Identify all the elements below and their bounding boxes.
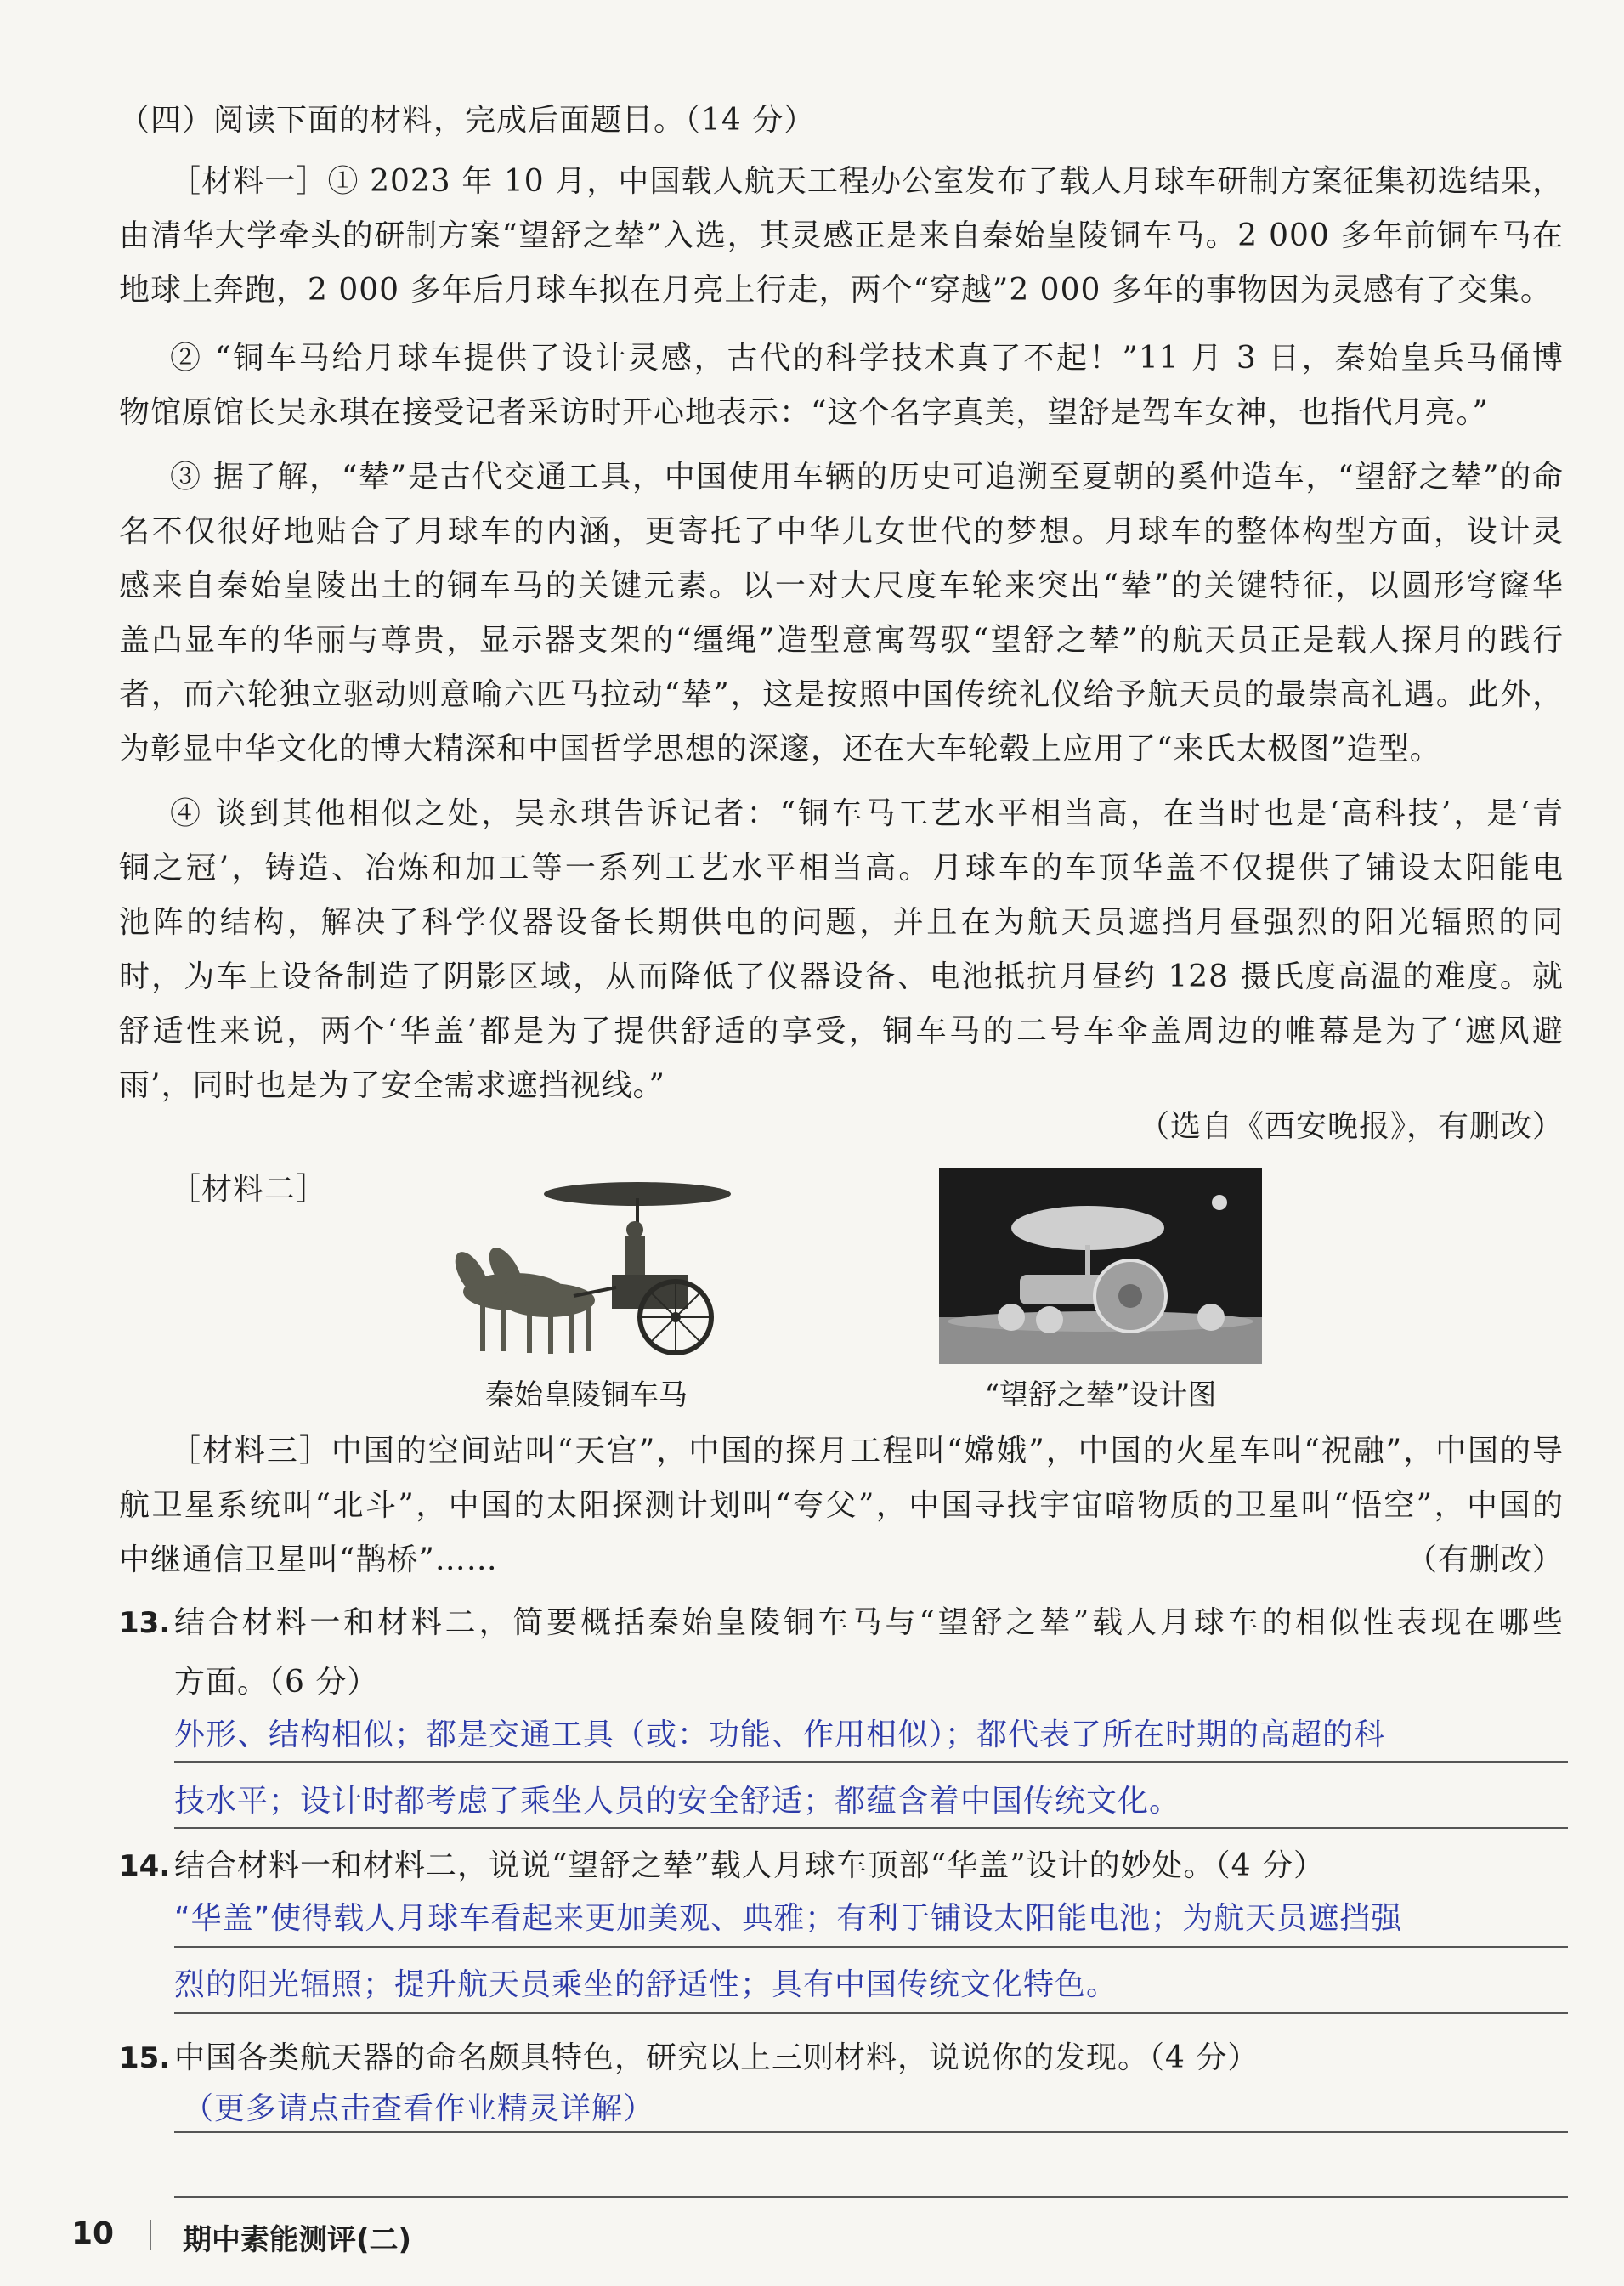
question-number: 13. (119, 1606, 171, 1640)
lunar-rover-design-image (939, 1168, 1262, 1364)
bronze-chariot-image (421, 1177, 744, 1372)
footer-title: 期中素能测评(二) (183, 2223, 412, 2257)
answer-rule (174, 2131, 1568, 2133)
answer-line[interactable]: （更多请点击查看作业精灵详解） (183, 2091, 655, 2126)
material1-line: 名不仅很好地贴合了月球车的内涵，更寄托了中华儿女世代的梦想。月球车的整体构型方面，设计灵 (119, 514, 1564, 549)
question-text: 方面。（6 分） (174, 1665, 379, 1700)
material1-line: 时，为车上设备制造了阴影区域，从而降低了仪器设备、电池抵抗月昼约 128 摄氏度高温的难度。就 (119, 959, 1564, 994)
material3-line: 中继通信卫星叫“鹊桥”…… (119, 1542, 498, 1577)
material1-source: （选自《西安晚报》，有删改） (1138, 1109, 1564, 1144)
material1-line: 地球上奔跑，2 000 多年后月球车拟在月亮上行走，两个“穿越”2 000 多年的事物因为灵感有了交集。 (119, 273, 1552, 308)
question-number: 14. (119, 1849, 171, 1883)
material1-line: 池阵的结构，解决了科学仪器设备长期供电的问题，并且在为航天员遮挡月昼强烈的阳光辐照的同 (119, 905, 1564, 940)
material1-line: ② “铜车马给月球车提供了设计灵感，古代的科学技术真了不起！”11 月 3 日，秦始皇兵马俑博 (170, 341, 1564, 376)
question-text: 结合材料一和材料二，说说“望舒之辇”载人月球车顶部“华盖”设计的妙处。（4 分） (174, 1848, 1325, 1883)
material1-line: 为彰显中华文化的博大精深和中国哲学思想的深邃，还在大车轮毂上应用了“来氏太极图”造型。 (119, 732, 1441, 767)
answer-rule (174, 1946, 1568, 1948)
material2-label: ［材料二］ (170, 1172, 328, 1207)
answer-line: 技水平；设计时都考虑了乘坐人员的安全舒适；都蕴含着中国传统文化。 (174, 1784, 1181, 1819)
material3-line: ［材料三］中国的空间站叫“天宫”，中国的探月工程叫“嫦娥”，中国的火星车叫“祝融”，中国的导 (170, 1434, 1564, 1468)
answer-rule (174, 2196, 1568, 2198)
answer-rule (174, 1827, 1568, 1829)
material1-line: ③ 据了解，“辇”是古代交通工具，中国使用车辆的历史可追溯至夏朝的奚仲造车，“望舒之辇”的命 (170, 460, 1564, 495)
answer-line: 烈的阳光辐照；提升航天员乘坐的舒适性；具有中国传统文化特色。 (174, 1967, 1118, 2002)
answer-rule (174, 1761, 1568, 1763)
question-text: 结合材料一和材料二，简要概括秦始皇陵铜车马与“望舒之辇”载人月球车的相似性表现在哪些 (174, 1605, 1564, 1640)
material1-line: 铜之冠’，铸造、冶炼和加工等一系列工艺水平相当高。月球车的车顶华盖不仅提供了铺设太阳能电 (119, 851, 1564, 886)
material1-line: ④ 谈到其他相似之处，吴永琪告诉记者：“铜车马工艺水平相当高，在当时也是‘高科技’，是‘青 (170, 796, 1564, 831)
material1-line: 雨’，同时也是为了安全需求遮挡视线。” (119, 1068, 665, 1103)
caption-lunar-rover: “望舒之辇”设计图 (984, 1378, 1217, 1412)
page-number: 10 (71, 2216, 115, 2251)
material1-line: 者，而六轮独立驱动则意喻六匹马拉动“辇”，这是按照中国传统礼仪给予航天员的最崇高礼遇。此外， (119, 677, 1564, 712)
material1-line: 舒适性来说，两个‘华盖’都是为了提供舒适的享受，铜车马的二号车伞盖周边的帷幕是为了‘遮风避 (119, 1014, 1564, 1049)
material1-line: 由清华大学牵头的研制方案“望舒之辇”入选，其灵感正是来自秦始皇陵铜车马。2 000 多年前铜车马在 (119, 218, 1564, 253)
material3-source: （有删改） (1406, 1542, 1564, 1577)
question-text: 中国各类航天器的命名颇具特色，研究以上三则材料，说说你的发现。（4 分） (174, 2040, 1259, 2075)
material1-line: 物馆原馆长吴永琪在接受记者采访时开心地表示：“这个名字真美，望舒是驾车女神，也指代月亮。” (119, 395, 1489, 430)
question-number: 15. (119, 2041, 171, 2075)
material1-line: 盖凸显车的华丽与尊贵，显示器支架的“缰绳”造型意寓驾驭“望舒之辇”的航天员正是载人探月的践行 (119, 623, 1564, 658)
answer-line: 外形、结构相似；都是交通工具（或：功能、作用相似）；都代表了所在时期的高超的科 (174, 1717, 1386, 1752)
material3-line: 航卫星系统叫“北斗”，中国的太阳探测计划叫“夸父”，中国寻找宇宙暗物质的卫星叫“悟空”，中国的 (119, 1488, 1564, 1523)
material1-line: 感来自秦始皇陵出土的铜车马的关键元素。以一对大尺度车轮来突出“辇”的关键特征，以圆形穹窿华 (119, 569, 1564, 603)
section-heading: （四）阅读下面的材料，完成后面题目。（14 分） (119, 103, 816, 138)
material1-line: ［材料一］① 2023 年 10 月，中国载人航天工程办公室发布了载人月球车研制方案征集初选结果， (170, 164, 1564, 199)
answer-line: “华盖”使得载人月球车看起来更加美观、典雅；有利于铺设太阳能电池；为航天员遮挡强 (174, 1901, 1403, 1936)
footer-separator (150, 2220, 151, 2250)
caption-bronze-chariot: 秦始皇陵铜车马 (485, 1378, 688, 1412)
answer-rule (174, 2012, 1568, 2014)
